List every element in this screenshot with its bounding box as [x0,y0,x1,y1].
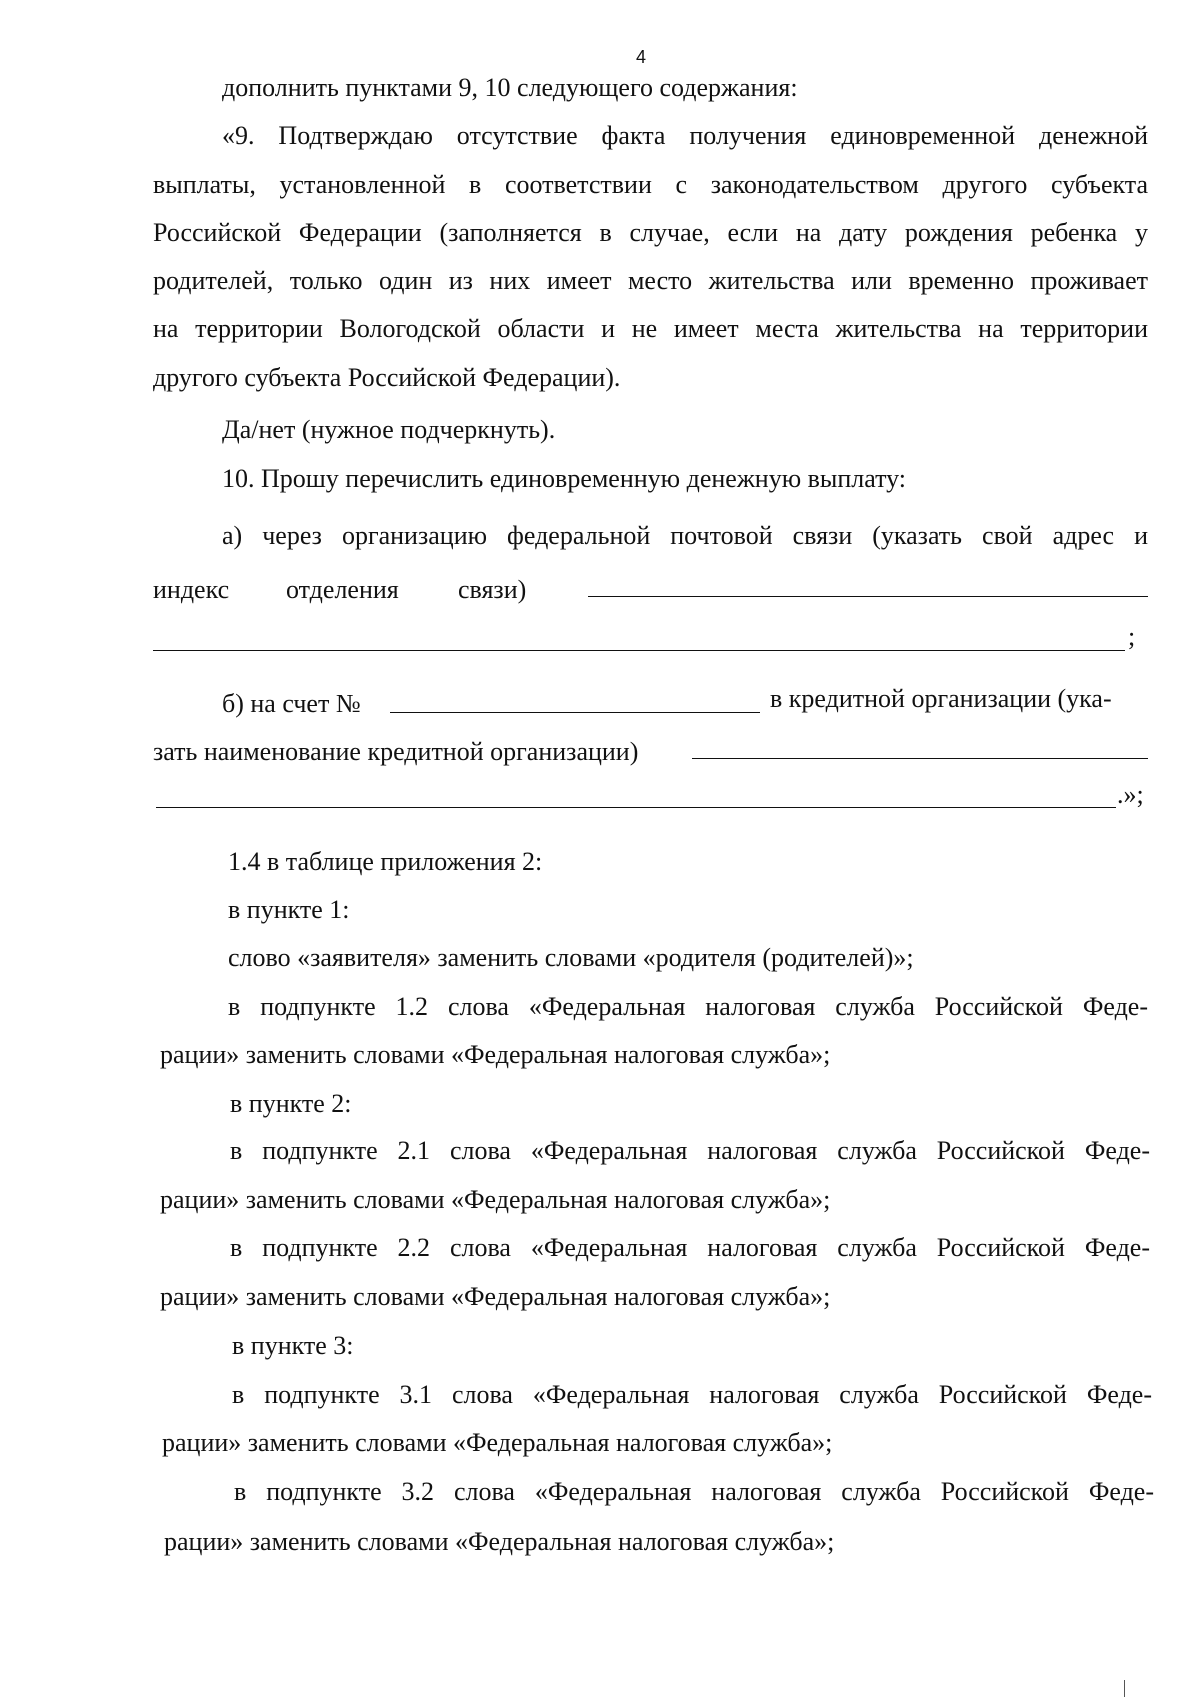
text-punct: ; [1128,622,1136,651]
bank-name-fill-line[interactable] [692,758,1148,759]
text-line: зать наименование кредитной организации) [153,737,639,766]
text-line: в пункте 2: [230,1089,352,1118]
text-line: 10. Прошу перечислить единовременную денежную выплату: [222,464,907,493]
text-line: слово «заявителя» заменить словами «родителя (родителей)»; [228,943,914,972]
text-line: «9. Подтверждаю отсутствие факта получения единовременной денежной [222,121,1148,150]
text-line: на территории Вологодской области и не имеет места жительства на территории [153,314,1148,343]
text-line: а) через организацию федеральной почтовой связи (указать свой адрес и [222,521,1148,550]
text-line: в пункте 3: [232,1331,354,1360]
text-line: рации» заменить словами «Федеральная налоговая служба»; [160,1282,831,1311]
address-fill-line[interactable] [588,596,1148,597]
text-line: в подпункте 1.2 слова «Федеральная налоговая служба Российской Феде- [228,992,1148,1021]
text-line: в подпункте 3.2 слова «Федеральная налоговая служба Российской Феде- [234,1477,1154,1506]
page-number: 4 [636,47,647,67]
bank-name-fill-line-2[interactable] [156,807,1116,808]
text-line: родителей, только один из них имеет место жительства или временно проживает [153,266,1148,295]
account-number-fill-line[interactable] [390,712,760,713]
text-line: другого субъекта Российской Федерации). [153,363,621,392]
text-line: 1.4 в таблице приложения 2: [228,847,543,876]
text-line: рации» заменить словами «Федеральная налоговая служба»; [164,1527,835,1556]
text-punct: .»; [1117,780,1144,809]
text-word: индекс [153,575,230,604]
text-line: в подпункте 3.1 слова «Федеральная налоговая служба Российской Феде- [232,1380,1152,1409]
text-line: дополнить пунктами 9, 10 следующего содержания: [222,73,798,102]
text-line: б) на счет № [222,689,361,718]
text-line: рации» заменить словами «Федеральная налоговая служба»; [160,1185,831,1214]
address-fill-line-2[interactable] [153,650,1125,651]
text-line: Российской Федерации (заполняется в случае, если на дату рождения ребенка у [153,218,1148,247]
text-line: в подпункте 2.2 слова «Федеральная налоговая служба Российской Феде- [230,1233,1150,1262]
text-word: связи) [458,575,527,604]
text-line: рации» заменить словами «Федеральная налоговая служба»; [160,1040,831,1069]
scan-edge-mark [1124,1680,1125,1697]
text-line: рации» заменить словами «Федеральная налоговая служба»; [162,1428,833,1457]
text-line: в подпункте 2.1 слова «Федеральная налоговая служба Российской Феде- [230,1136,1150,1165]
text-word: отделения [286,575,399,604]
text-line: в пункте 1: [228,895,350,924]
text-line: Да/нет (нужное подчеркнуть). [222,415,556,444]
text-line: в кредитной организации (ука- [770,684,1112,713]
text-line: выплаты, установленной в соответствии с законодательством другого субъекта [153,170,1148,199]
